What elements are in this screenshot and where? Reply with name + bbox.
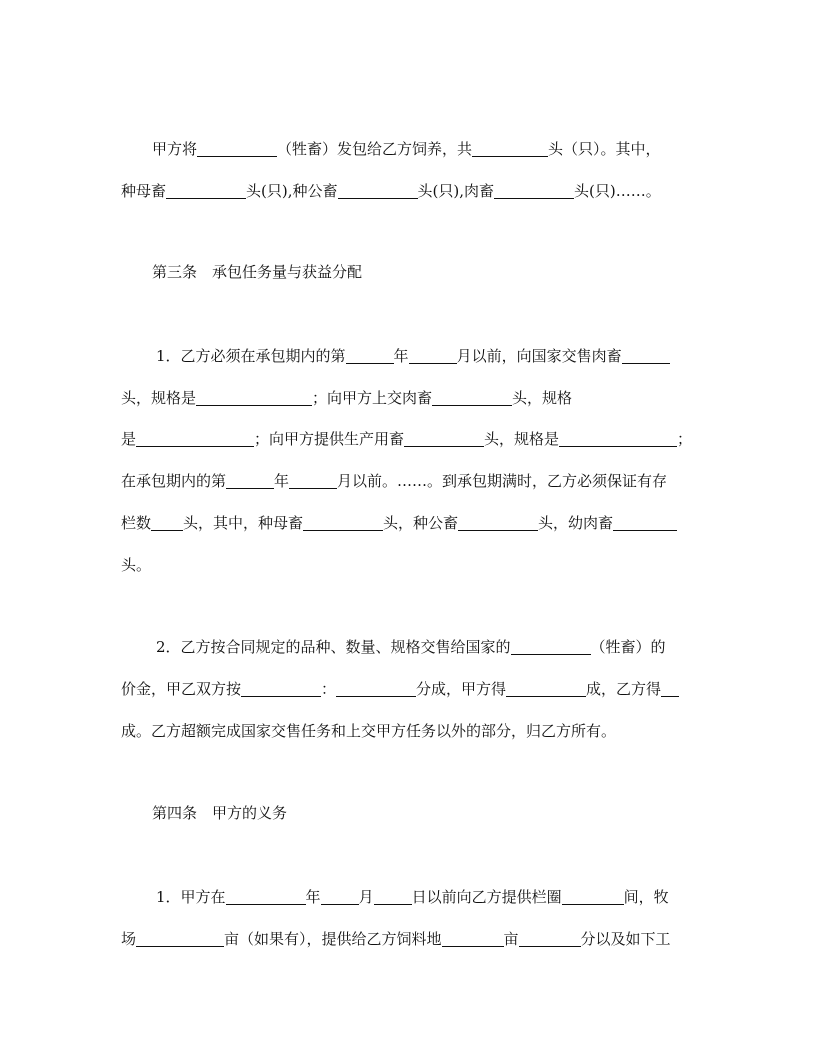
fill-blank[interactable] — [559, 431, 677, 447]
text-segment: 头(只)……。 — [573, 182, 661, 200]
article-3-item-1-line-2 — [121, 388, 572, 408]
article-3-item-1-line-1 — [156, 346, 670, 366]
fill-blank[interactable] — [289, 473, 337, 489]
text-segment: 月以前，向国家交售肉畜 — [456, 347, 622, 365]
fill-blank[interactable] — [511, 639, 591, 655]
article-3-item-1-line-3 — [121, 429, 692, 449]
paragraph-1-line-2 — [121, 181, 661, 201]
article-4-item-1-line-1 — [156, 887, 669, 907]
text-segment: （牲畜）发包给乙方饲养，共 — [277, 140, 473, 158]
text-segment: 年 — [274, 472, 290, 490]
fill-blank[interactable] — [136, 431, 254, 447]
fill-blank[interactable] — [409, 348, 457, 364]
text-segment: 间，牧 — [623, 888, 669, 906]
text-segment: 头，种公畜 — [383, 514, 459, 532]
text-segment: 甲方将 — [152, 140, 198, 158]
text-segment: ； — [677, 430, 693, 448]
fill-blank[interactable] — [346, 348, 394, 364]
fill-blank[interactable] — [197, 141, 277, 157]
text-segment: 年 — [305, 888, 321, 906]
text-segment: 头，其中，种母畜 — [183, 514, 304, 532]
article-3-item-1-line-4 — [121, 471, 667, 491]
text-segment: 头，规格 — [512, 389, 573, 407]
fill-blank[interactable] — [136, 931, 224, 947]
text-segment: 1．乙方必须在承包期内的第 — [156, 347, 346, 365]
fill-blank[interactable] — [622, 348, 670, 364]
fill-blank[interactable] — [613, 515, 677, 531]
text-segment: （牲畜）的 — [590, 638, 666, 656]
text-segment: 是 — [121, 430, 137, 448]
article-3-item-2-line-1 — [156, 637, 666, 657]
fill-blank[interactable] — [226, 473, 274, 489]
text-segment: 头。 — [121, 556, 152, 574]
text-segment: ： — [321, 680, 337, 698]
text-segment: 成。乙方超额完成国家交售任务和上交甲方任务以外的部分，归乙方所有。 — [121, 722, 617, 740]
text-segment: 分以及如下工 — [580, 930, 671, 948]
fill-blank[interactable] — [336, 681, 416, 697]
fill-blank[interactable] — [432, 390, 512, 406]
fill-blank[interactable] — [151, 515, 183, 531]
text-segment: 价金，甲乙双方按 — [121, 680, 242, 698]
text-segment: 年 — [393, 347, 409, 365]
heading-text: 第四条 甲方的义务 — [152, 804, 288, 822]
fill-blank[interactable] — [166, 183, 246, 199]
heading-text: 第三条 承包任务量与获益分配 — [152, 263, 363, 281]
text-segment: ；向甲方上交肉畜 — [312, 389, 433, 407]
text-segment: 头(只),种公畜 — [246, 182, 338, 200]
text-segment: 头，规格是 — [484, 430, 560, 448]
article-4-heading — [152, 803, 287, 823]
text-segment: 种母畜 — [121, 182, 167, 200]
text-segment: 日以前向乙方提供栏圈 — [411, 888, 562, 906]
text-segment: 亩 — [503, 930, 519, 948]
fill-blank[interactable] — [458, 515, 538, 531]
text-segment: 头，规格是 — [121, 389, 197, 407]
article-4-item-1-line-2 — [121, 929, 671, 949]
text-segment: 场 — [121, 930, 137, 948]
text-segment: 分成，甲方得 — [416, 680, 507, 698]
text-segment: 在承包期内的第 — [121, 472, 227, 490]
text-segment: 亩（如果有），提供给乙方饲料地 — [224, 930, 442, 948]
text-segment: 头(只),肉畜 — [417, 182, 494, 200]
text-segment: 头，幼肉畜 — [538, 514, 614, 532]
fill-blank[interactable] — [196, 390, 312, 406]
paragraph-1-line-1 — [152, 139, 661, 159]
article-3-item-2-line-3 — [121, 721, 616, 741]
fill-blank[interactable] — [303, 515, 383, 531]
text-segment: ；向甲方提供生产用畜 — [254, 430, 405, 448]
fill-blank[interactable] — [404, 431, 484, 447]
text-segment: 头（只）。其中， — [548, 140, 661, 158]
fill-blank[interactable] — [321, 889, 359, 905]
fill-blank[interactable] — [338, 183, 418, 199]
text-segment: 成，乙方得 — [586, 680, 662, 698]
fill-blank[interactable] — [661, 681, 679, 697]
article-3-heading — [152, 262, 362, 282]
fill-blank[interactable] — [562, 889, 624, 905]
fill-blank[interactable] — [241, 681, 321, 697]
fill-blank[interactable] — [472, 141, 548, 157]
article-3-item-2-line-2 — [121, 679, 679, 699]
text-segment: 2．乙方按合同规定的品种、数量、规格交售给国家的 — [156, 638, 511, 656]
text-segment: 月 — [358, 888, 374, 906]
fill-blank[interactable] — [506, 681, 586, 697]
fill-blank[interactable] — [374, 889, 412, 905]
text-segment: 1．甲方在 — [156, 888, 226, 906]
fill-blank[interactable] — [442, 931, 504, 947]
fill-blank[interactable] — [494, 183, 574, 199]
fill-blank[interactable] — [519, 931, 581, 947]
article-3-item-1-line-6 — [121, 555, 151, 575]
article-3-item-1-line-5 — [121, 513, 677, 533]
text-segment: 栏数 — [121, 514, 152, 532]
fill-blank[interactable] — [226, 889, 306, 905]
text-segment: 月以前。……。到承包期满时，乙方必须保证有存 — [337, 472, 668, 490]
